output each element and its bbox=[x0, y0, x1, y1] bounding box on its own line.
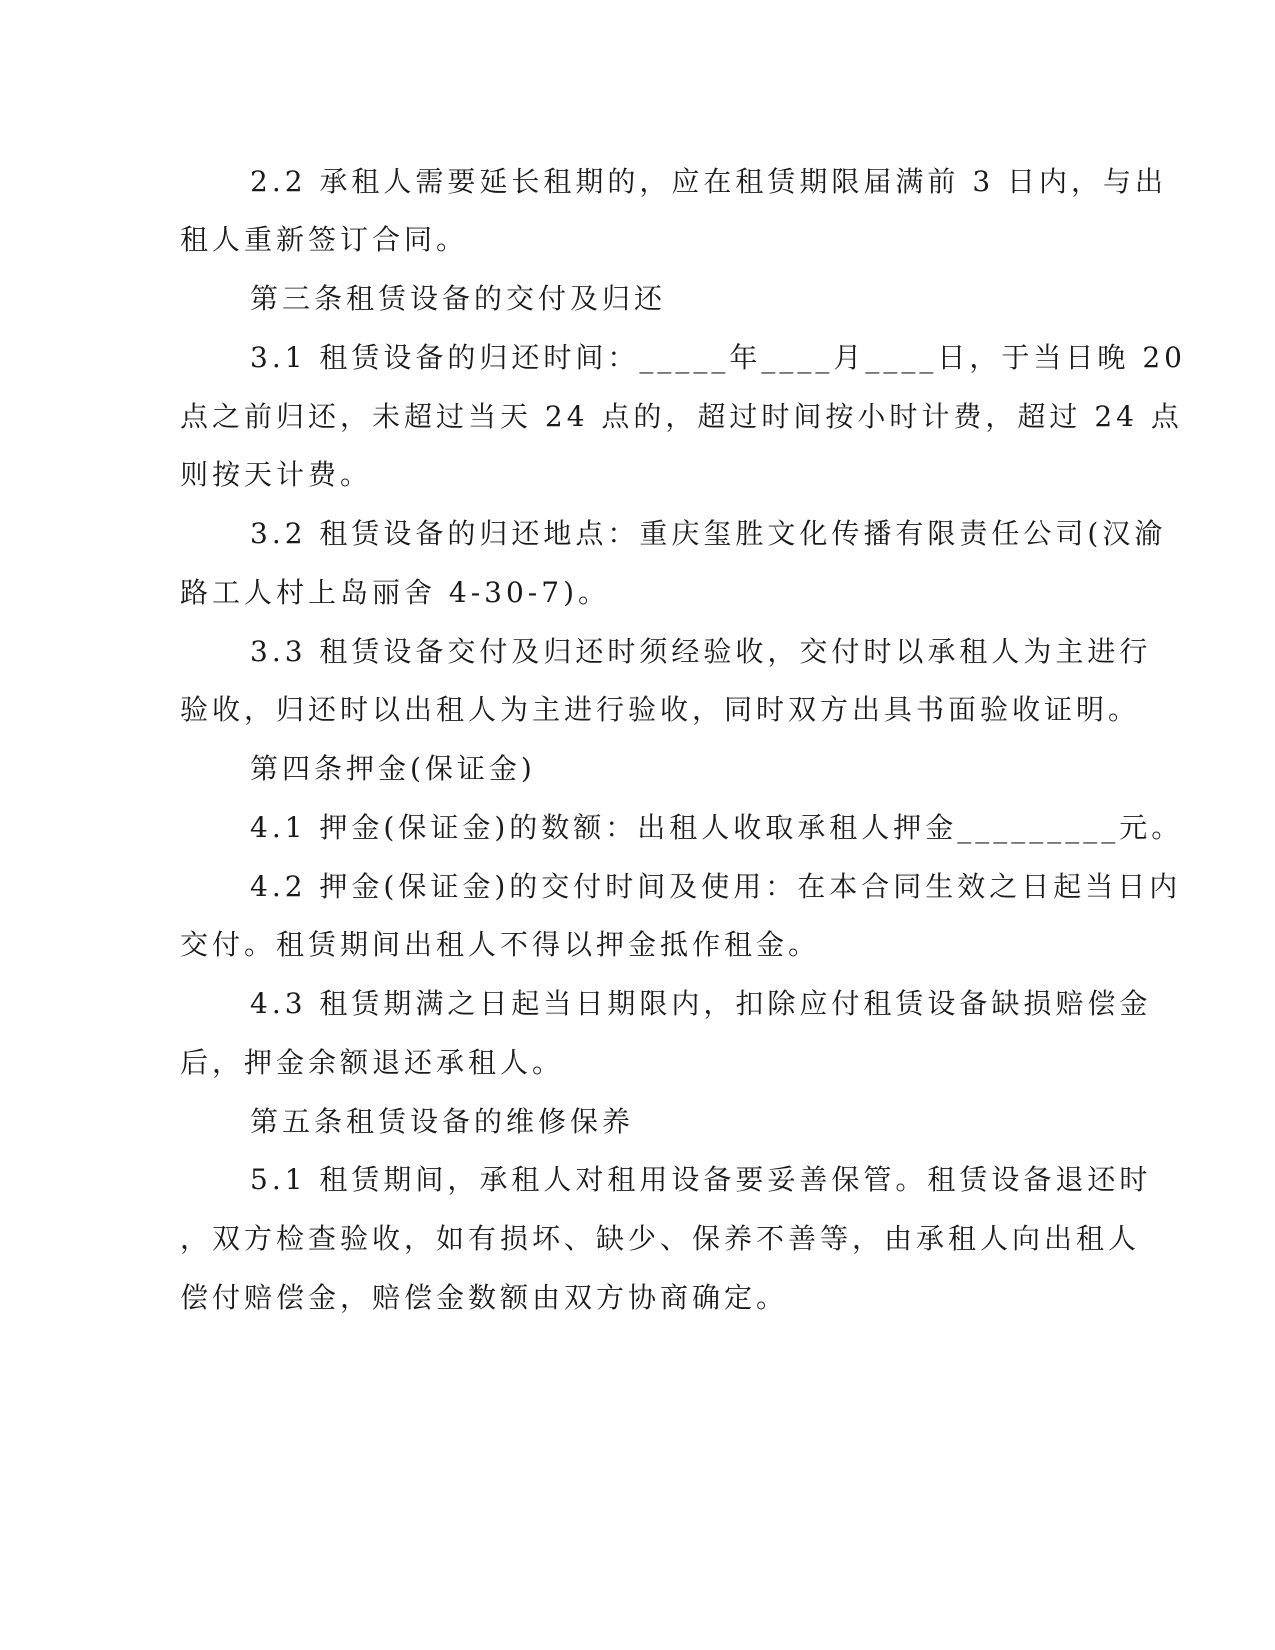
clause-4-1-line-1: 4.1 押金(保证金)的数额：出租人收取承租人押金_________元。 bbox=[250, 811, 1184, 844]
clause-3-1-line-1: 3.1 租赁设备的归还时间：_____年____月____日，于当日晚 20 bbox=[250, 341, 1186, 374]
clause-3-1-line-3: 则按天计费。 bbox=[180, 458, 373, 491]
clause-4-3-line-1: 4.3 租赁期满之日起当日期限内，扣除应付租赁设备缺损赔偿金 bbox=[250, 987, 1152, 1020]
clause-4-2-line-2: 交付。租赁期间出租人不得以押金抵作租金。 bbox=[180, 928, 821, 961]
clause-3-3-line-2: 验收，归还时以出租人为主进行验收，同时双方出具书面验收证明。 bbox=[180, 693, 1141, 726]
article-3-heading: 第三条租赁设备的交付及归还 bbox=[250, 282, 667, 315]
clause-4-2-line-1: 4.2 押金(保证金)的交付时间及使用：在本合同生效之日起当日内 bbox=[250, 870, 1182, 903]
clause-3-2-line-1: 3.2 租赁设备的归还地点：重庆玺胜文化传播有限责任公司(汉渝 bbox=[250, 517, 1167, 550]
article-4-heading: 第四条押金(保证金) bbox=[250, 752, 536, 785]
article-5-heading: 第五条租赁设备的维修保养 bbox=[250, 1105, 635, 1138]
clause-3-1-line-2: 点之前归还，未超过当天 24 点的，超过时间按小时计费，超过 24 点 bbox=[180, 400, 1183, 433]
clause-5-1-line-2: ，双方检查验收，如有损坏、缺少、保养不善等，由承租人向出租人 bbox=[180, 1222, 1141, 1255]
clause-2-2-line-2: 租人重新签订合同。 bbox=[180, 223, 469, 256]
clause-4-3-line-2: 后，押金余额退还承租人。 bbox=[180, 1046, 565, 1079]
clause-2-2-line-1: 2.2 承租人需要延长租期的，应在租赁期限届满前 3 日内，与出 bbox=[250, 165, 1168, 198]
clause-3-3-line-1: 3.3 租赁设备交付及归还时须经验收，交付时以承租人为主进行 bbox=[250, 635, 1152, 668]
clause-3-2-line-2: 路工人村上岛丽舍 4-30-7)。 bbox=[180, 576, 611, 609]
clause-5-1-line-1: 5.1 租赁期间，承租人对租用设备要妥善保管。租赁设备退还时 bbox=[250, 1163, 1152, 1196]
clause-5-1-line-3: 偿付赔偿金，赔偿金数额由双方协商确定。 bbox=[180, 1281, 789, 1314]
